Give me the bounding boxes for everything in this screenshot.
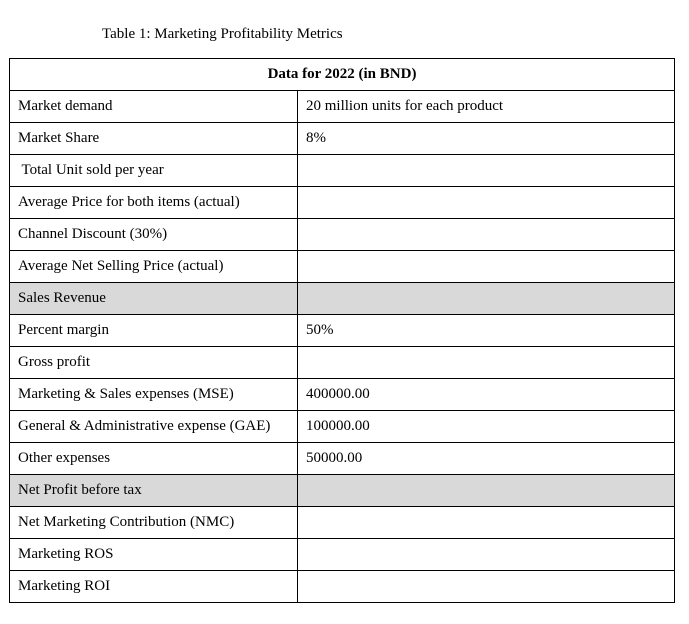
row-label-cell: Average Net Selling Price (actual) [10,251,298,283]
table-row [10,123,675,155]
row-label-cell: Marketing ROI [10,571,298,603]
table-row [10,219,675,251]
row-value-cell [298,187,675,219]
row-value-cell [298,571,675,603]
table-row [10,91,675,123]
row-value-cell: 20 million units for each product [298,91,675,123]
table-row [10,411,675,443]
table-row [10,283,675,315]
table-row [10,187,675,219]
table-row [10,379,675,411]
row-value-cell [298,219,675,251]
row-label-cell: Sales Revenue [10,283,298,315]
row-label-cell: Net Marketing Contribution (NMC) [10,507,298,539]
table-row [10,251,675,283]
row-label-cell: Marketing ROS [10,539,298,571]
row-label-cell: Gross profit [10,347,298,379]
table-row [10,475,675,507]
row-label-cell: General & Administrative expense (GAE) [10,411,298,443]
row-label-cell: Net Profit before tax [10,475,298,507]
table-row [10,443,675,475]
row-value-cell: 50% [298,315,675,347]
table-header-row [10,59,675,91]
table-row [10,571,675,603]
table-row [10,507,675,539]
table-row [10,539,675,571]
row-value-cell: 50000.00 [298,443,675,475]
row-value-cell [298,539,675,571]
table-row [10,315,675,347]
row-label-cell: Marketing & Sales expenses (MSE) [10,379,298,411]
table-header: Data for 2022 (in BND) [10,59,675,91]
row-label-cell: Market Share [10,123,298,155]
table-row [10,347,675,379]
row-value-cell: 100000.00 [298,411,675,443]
row-label-cell: Average Price for both items (actual) [10,187,298,219]
row-value-cell [298,155,675,187]
profitability-table [9,58,675,603]
row-value-cell [298,507,675,539]
row-label-cell: Other expenses [10,443,298,475]
table-row [10,155,675,187]
row-value-cell [298,283,675,315]
row-value-cell [298,475,675,507]
row-value-cell [298,251,675,283]
row-label-cell: Total Unit sold per year [10,155,298,187]
row-value-cell: 400000.00 [298,379,675,411]
row-label-cell: Channel Discount (30%) [10,219,298,251]
row-label-cell: Percent margin [10,315,298,347]
row-value-cell: 8% [298,123,675,155]
row-label-cell: Market demand [10,91,298,123]
table-caption: Table 1: Marketing Profitability Metrics [102,26,343,42]
row-value-cell [298,347,675,379]
